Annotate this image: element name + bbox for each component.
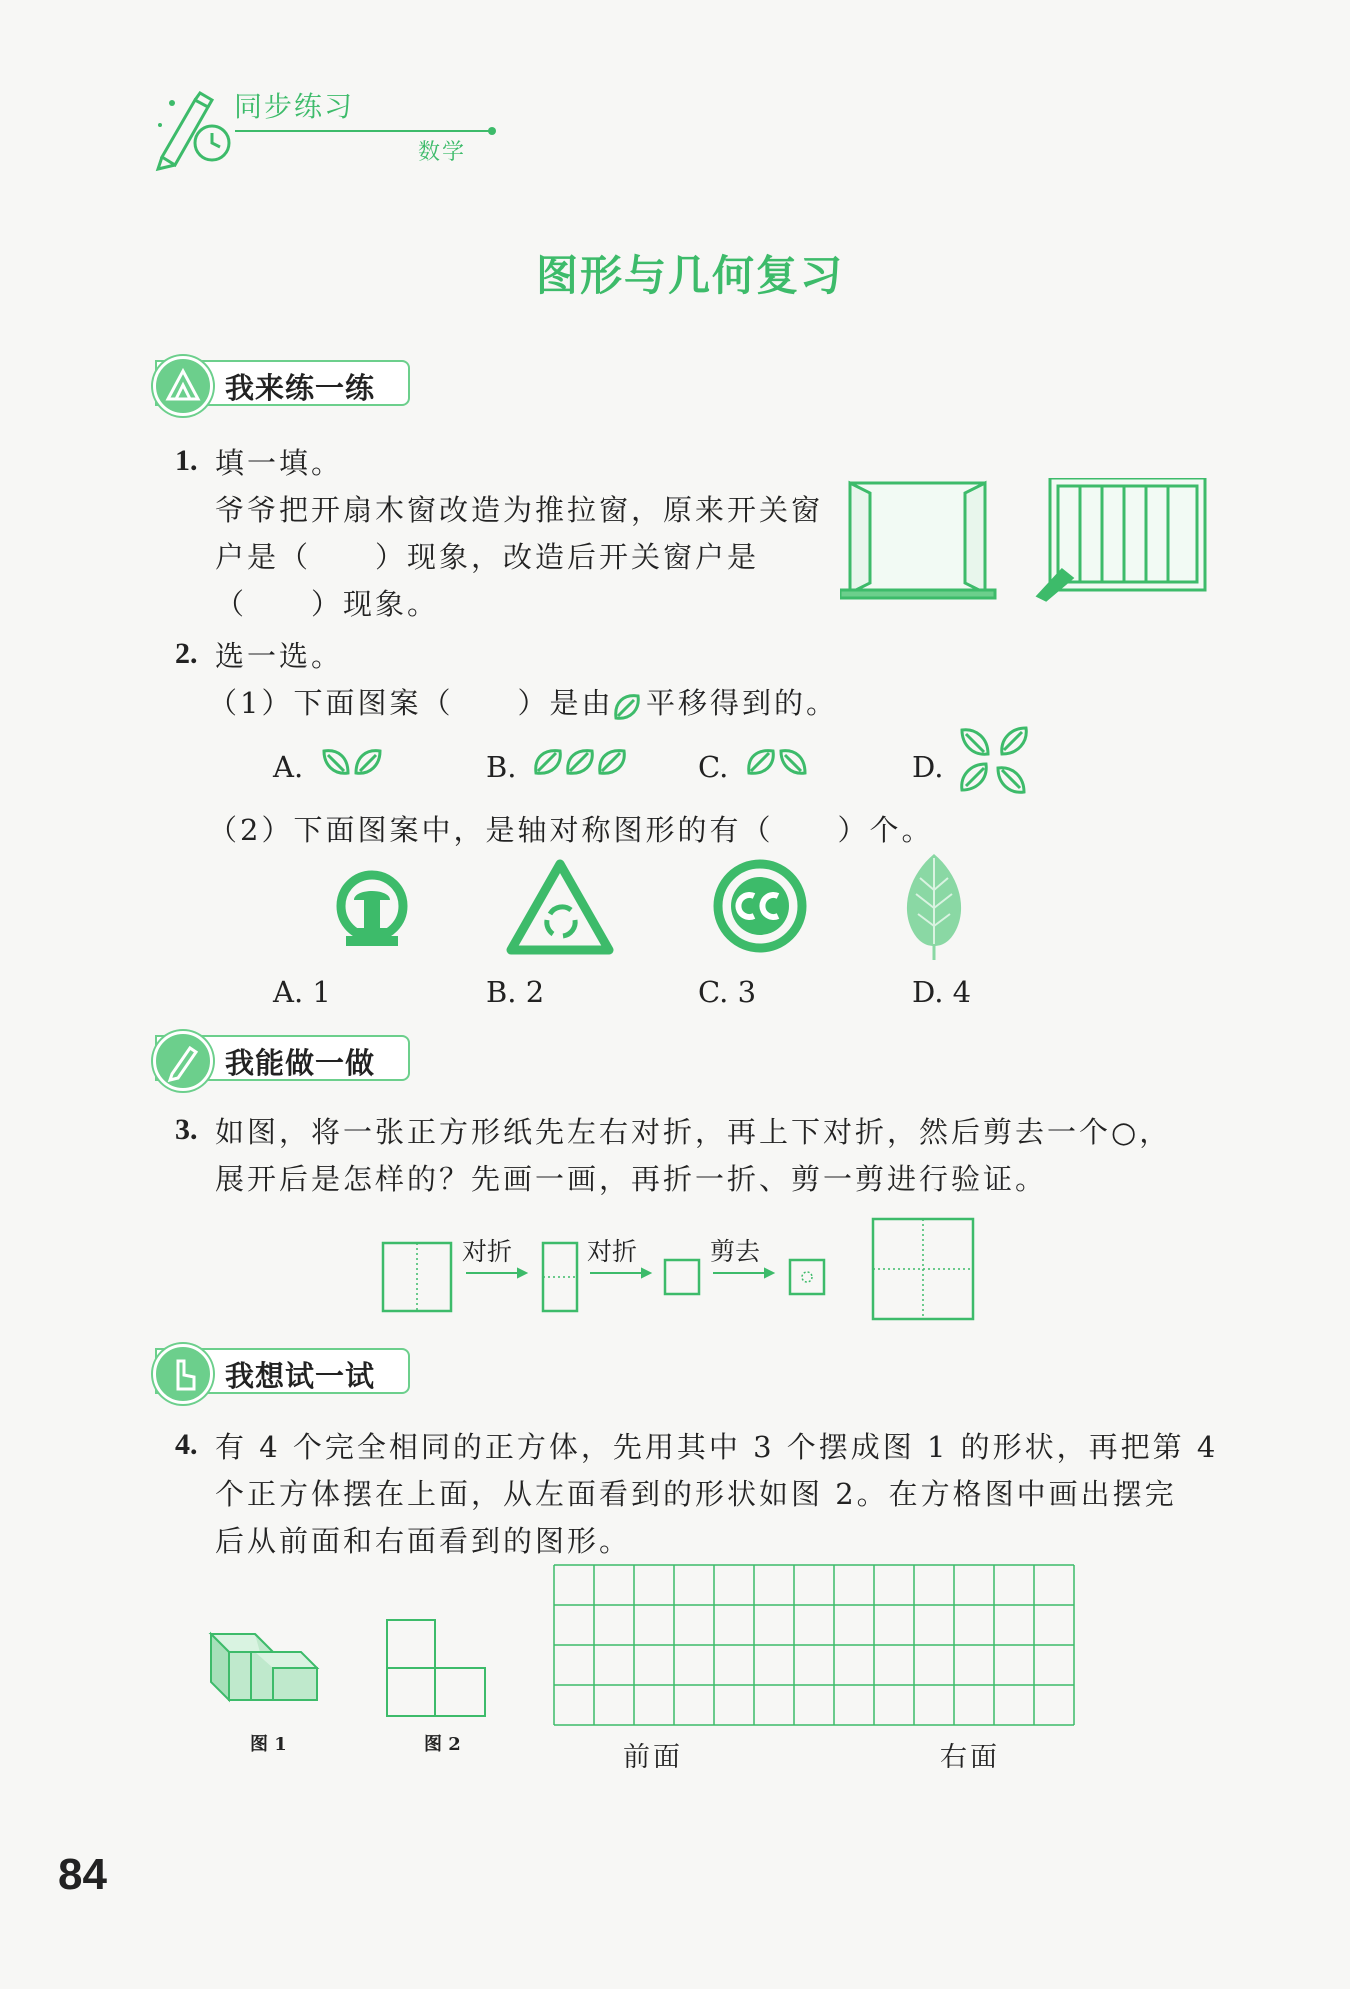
recycle-triangle-icon — [505, 858, 615, 956]
q4-line1: 有 4 个完全相同的正方体，先用其中 3 个摆成图 1 的形状，再把第 4 — [215, 1430, 1219, 1464]
section-badge-practice — [155, 360, 410, 406]
compass-ruler-icon — [153, 356, 213, 416]
pencil-icon — [153, 1031, 213, 1091]
option-b2-label[interactable]: B. 2 — [486, 975, 545, 1009]
fig2-view — [385, 1618, 490, 1718]
section-badge-can-do — [155, 1035, 410, 1081]
sliding-window-icon — [1038, 478, 1205, 600]
section-label: 我想试一试 — [225, 1359, 376, 1393]
step1-label: 对折 — [462, 1237, 513, 1266]
option-a-leaves-icon — [320, 745, 384, 779]
option-d-leaves-icon — [958, 724, 1030, 796]
q2-part2-text: （2）下面图案中，是轴对称图形的有（ ）个。 — [208, 813, 934, 847]
q1-line3: （ ）现象。 — [215, 587, 440, 621]
option-b-label[interactable]: B. — [486, 750, 517, 784]
q2-part1-text-b: 平移得到的。 — [646, 686, 839, 720]
subject-name: 数学 — [418, 140, 467, 165]
q3-number: 3. — [175, 1113, 198, 1146]
q1-number: 1. — [175, 444, 198, 477]
option-b-leaves-icon — [532, 745, 628, 779]
window-illustrations — [840, 478, 1210, 603]
leaf-symbol-icon — [898, 850, 970, 962]
option-a2-label[interactable]: A. 1 — [273, 975, 331, 1009]
page-title: 图形与几何复习 — [535, 251, 844, 300]
q4-line3: 后从前面和右面看到的图形。 — [215, 1524, 632, 1558]
section-badge-try — [155, 1348, 410, 1394]
hand-pointer-icon — [153, 1344, 213, 1404]
option-a-label[interactable]: A. — [273, 750, 304, 784]
fig1-cubes — [205, 1630, 325, 1710]
casement-window-icon — [840, 483, 995, 598]
q1-line1: 爷爷把开扇木窗改造为推拉窗，原来开关窗 — [215, 493, 824, 527]
q1-heading: 填一填。 — [215, 446, 344, 480]
fig1-caption: 图 1 — [250, 1734, 287, 1755]
section-label: 我能做一做 — [225, 1046, 376, 1080]
fig2-caption: 图 2 — [424, 1734, 461, 1755]
header-logo — [150, 85, 510, 175]
arrow-icons — [466, 1269, 773, 1277]
q4-number: 4. — [175, 1428, 198, 1461]
right-label: 右面 — [940, 1742, 1000, 1773]
q2-number: 2. — [175, 637, 198, 670]
front-label: 前面 — [623, 1742, 683, 1773]
series-name: 同步练习 — [234, 90, 355, 123]
q1-line2: 户是（ ）现象，改造后开关窗户是 — [215, 540, 760, 574]
leaf-icon — [612, 692, 642, 722]
option-d2-label[interactable]: D. 4 — [912, 975, 972, 1009]
section-label: 我来练一练 — [225, 371, 376, 405]
q3-line1: 如图，将一张正方形纸先左右对折，再上下对折，然后剪去一个○， — [215, 1115, 1172, 1149]
step3-label: 剪去 — [710, 1237, 761, 1266]
page-number: 84 — [58, 1850, 107, 1899]
option-d-label[interactable]: D. — [912, 750, 944, 784]
option-c-label[interactable]: C. — [698, 750, 729, 784]
cc-logo-icon — [712, 858, 808, 954]
q3-line2: 展开后是怎样的？先画一画，再折一折、剪一剪进行验证。 — [215, 1162, 1048, 1196]
option-c2-label[interactable]: C. 3 — [698, 975, 757, 1009]
answer-grid[interactable] — [552, 1563, 1080, 1727]
option-c-leaves-icon — [745, 745, 809, 779]
q2-heading: 选一选。 — [215, 639, 344, 673]
railway-logo-icon — [332, 870, 412, 952]
step2-label: 对折 — [587, 1237, 638, 1266]
q4-line2: 个正方体摆在上面，从左面看到的形状如图 2。在方格图中画出摆完 — [215, 1477, 1177, 1511]
q2-part1-text-a: （1）下面图案（ ）是由 — [208, 686, 614, 720]
